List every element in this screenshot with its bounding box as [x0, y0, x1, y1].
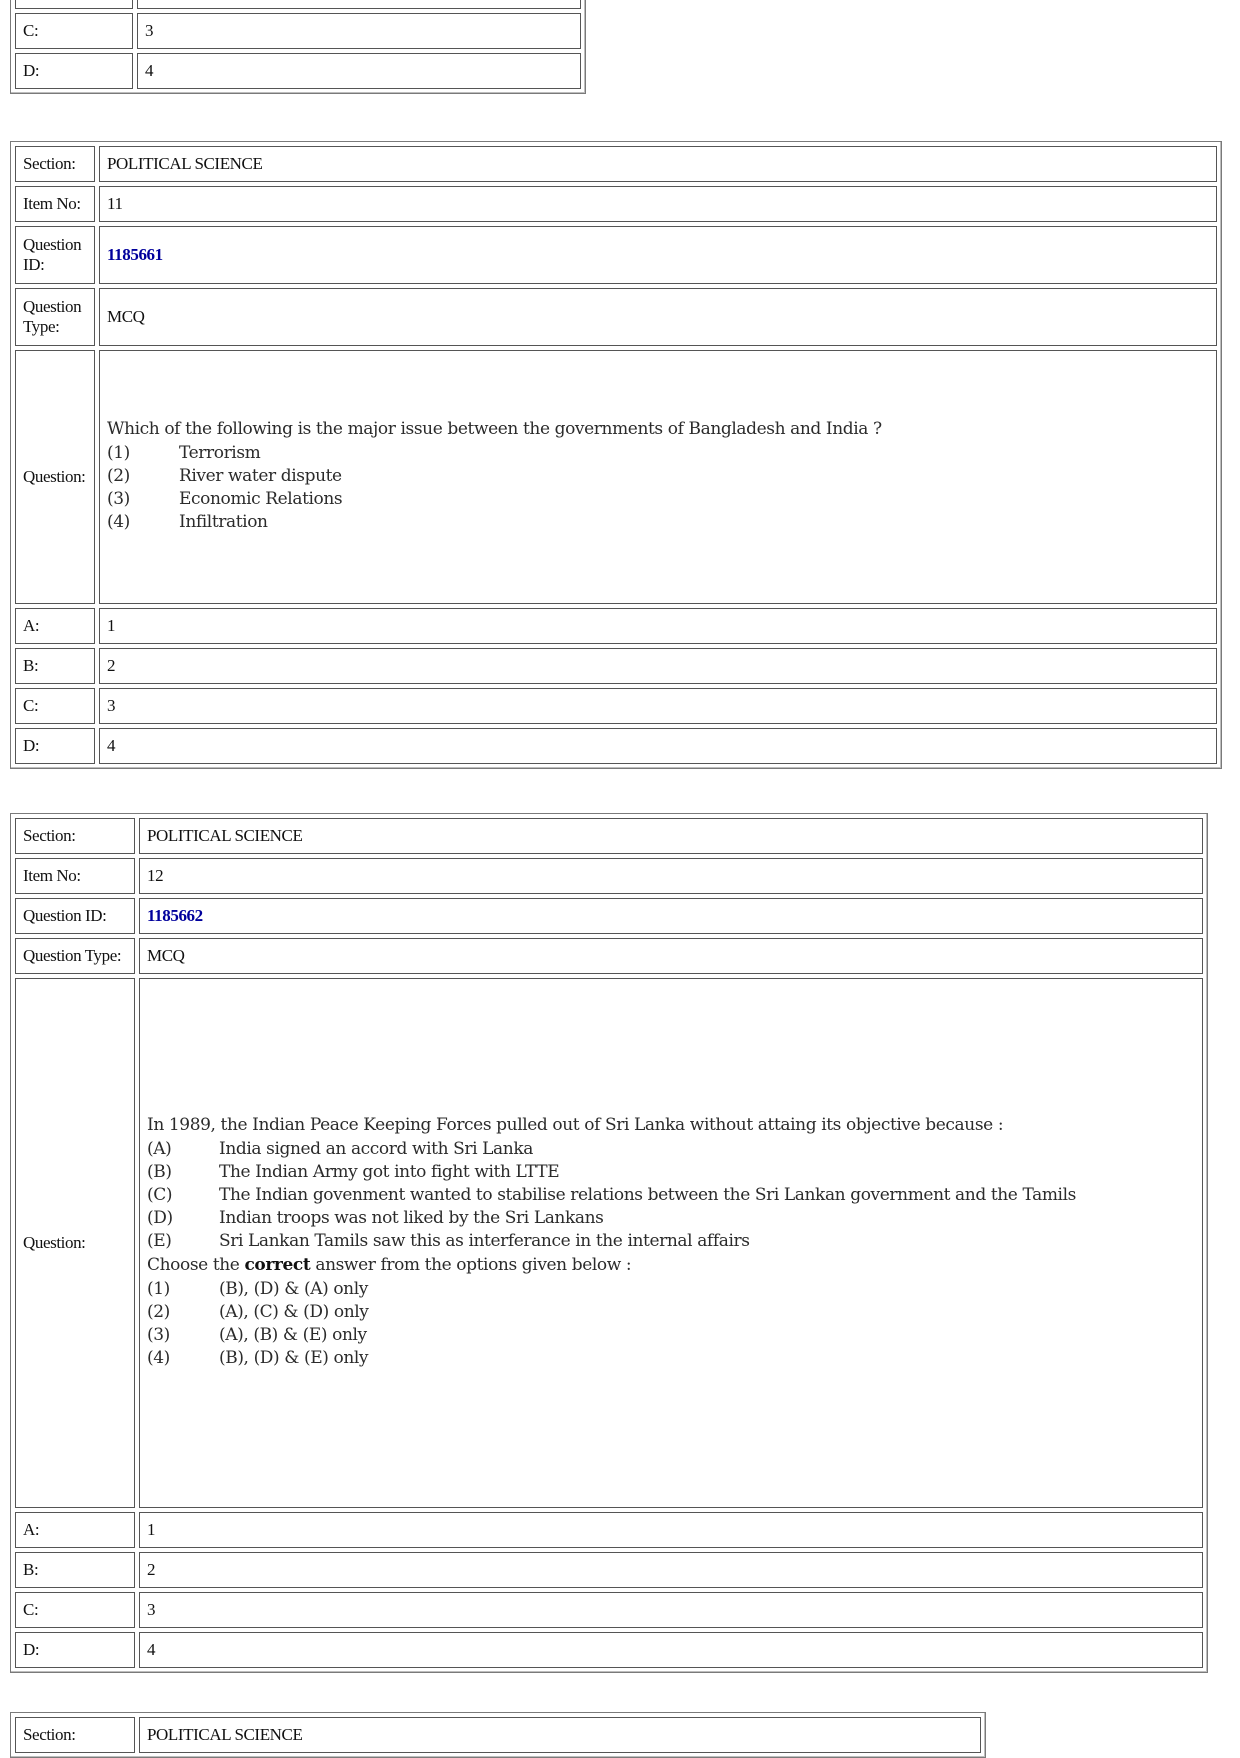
section-label: Section:	[15, 818, 135, 854]
statement	[147, 1208, 1195, 1228]
option-text: (A), (C) & (D) only	[219, 1302, 369, 1322]
answer-option	[107, 466, 1209, 486]
option-text: (B), (D) & (A) only	[219, 1279, 368, 1299]
item-no-value: 11	[99, 186, 1217, 222]
statement-text: India signed an accord with Sri Lanka	[219, 1139, 533, 1159]
section-value: POLITICAL SCIENCE	[139, 818, 1203, 854]
option-value-a: 1	[139, 1512, 1203, 1548]
section-value: POLITICAL SCIENCE	[99, 146, 1217, 182]
option-label-d: D:	[15, 1632, 135, 1668]
option-label-a: A:	[15, 608, 95, 644]
option-value-a: 1	[99, 608, 1217, 644]
statement-letter: (D)	[147, 1208, 173, 1228]
section-label: Section:	[15, 1717, 135, 1753]
question-id-row	[15, 226, 1217, 284]
option-number: (1)	[147, 1279, 170, 1299]
question-type-value: MCQ	[99, 288, 1217, 346]
option-label-a: A:	[15, 1512, 135, 1548]
item-no-row	[15, 186, 1217, 222]
question-id-value: 1185661	[99, 226, 1217, 284]
statement	[147, 1185, 1195, 1205]
option-number: (4)	[147, 1348, 170, 1368]
option-row-b	[15, 1552, 1203, 1588]
option-number: (2)	[107, 466, 130, 486]
statement-letter: (A)	[147, 1139, 172, 1159]
question-type-row	[15, 288, 1217, 346]
item-no-label: Item No:	[15, 858, 135, 894]
question-table-13	[10, 1712, 986, 1758]
option-row-c	[15, 13, 581, 49]
question-stem: Which of the following is the major issue between the governments of Bangladesh and India ?	[107, 419, 882, 439]
statement-text: Indian troops was not liked by the Sri Lankans	[219, 1208, 604, 1228]
question-id-value: 1185662	[139, 898, 1203, 934]
question-body	[139, 978, 1203, 1508]
answer-option	[147, 1325, 1195, 1345]
option-number: (1)	[107, 443, 130, 463]
question-row	[15, 978, 1203, 1508]
section-value: POLITICAL SCIENCE	[139, 1717, 981, 1753]
instruction-bold: correct	[244, 1255, 311, 1275]
option-text: (A), (B) & (E) only	[219, 1325, 367, 1345]
question-id-label: Question ID:	[15, 226, 95, 284]
question-type-label: Question Type:	[15, 938, 135, 974]
option-label-c: C:	[15, 13, 133, 49]
option-text: (B), (D) & (E) only	[219, 1348, 369, 1368]
option-value-c: 3	[99, 688, 1217, 724]
option-label-d: D:	[15, 728, 95, 764]
statement-text: The Indian govenment wanted to stabilise relations between the Sri Lankan government and the Tamils	[219, 1185, 1076, 1205]
item-no-label: Item No:	[15, 186, 95, 222]
statement-letter: (B)	[147, 1162, 172, 1182]
option-value-b: 2	[139, 1552, 1203, 1588]
option-row-c	[15, 1592, 1203, 1628]
answer-option	[147, 1279, 1195, 1299]
option-row-b	[15, 0, 581, 9]
option-value-b: 2	[99, 648, 1217, 684]
question-body	[99, 350, 1217, 604]
option-text: Economic Relations	[179, 489, 343, 509]
option-row-c	[15, 688, 1217, 724]
instruction	[147, 1255, 1195, 1275]
option-number: (4)	[107, 512, 130, 532]
section-row	[15, 146, 1217, 182]
section-row	[15, 1717, 981, 1753]
option-row-d	[15, 53, 581, 89]
section-row	[15, 818, 1203, 854]
answer-option	[107, 443, 1209, 463]
question-label: Question:	[15, 350, 95, 604]
instruction-post: answer from the options given below :	[315, 1255, 632, 1275]
question-type-row	[15, 938, 1203, 974]
question-type-label: Question Type:	[15, 288, 95, 346]
answer-option	[107, 489, 1209, 509]
option-label-d: D:	[15, 53, 133, 89]
question-label: Question:	[15, 978, 135, 1508]
question-table-prev	[10, 0, 586, 94]
option-number: (3)	[107, 489, 130, 509]
statement-letter: (E)	[147, 1231, 172, 1251]
instruction-pre: Choose the	[147, 1255, 240, 1275]
statement-text: The Indian Army got into fight with LTTE	[219, 1162, 560, 1182]
option-value-c: 3	[139, 1592, 1203, 1628]
item-no-value: 12	[139, 858, 1203, 894]
statement	[147, 1139, 1195, 1159]
option-label-b	[15, 0, 133, 9]
question-row	[15, 350, 1217, 604]
option-row-d	[15, 728, 1217, 764]
option-text: Terrorism	[179, 443, 261, 463]
option-row-d	[15, 1632, 1203, 1668]
option-label-b: B:	[15, 648, 95, 684]
section-label: Section:	[15, 146, 95, 182]
option-value-d: 4	[139, 1632, 1203, 1668]
question-stem: In 1989, the Indian Peace Keeping Forces pulled out of Sri Lanka without attaing its objective because :	[147, 1115, 1004, 1135]
statement	[147, 1231, 1195, 1251]
option-text: Infiltration	[179, 512, 268, 532]
question-table-12	[10, 813, 1208, 1673]
option-label-c: C:	[15, 1592, 135, 1628]
option-number: (2)	[147, 1302, 170, 1322]
question-id-label: Question ID:	[15, 898, 135, 934]
question-table-11	[10, 141, 1222, 769]
item-no-row	[15, 858, 1203, 894]
statement	[147, 1162, 1195, 1182]
option-value-c: 3	[137, 13, 581, 49]
option-row-a	[15, 608, 1217, 644]
option-value-b	[137, 0, 581, 9]
option-row-b	[15, 648, 1217, 684]
option-value-d: 4	[99, 728, 1217, 764]
statement-letter: (C)	[147, 1185, 173, 1205]
option-label-b: B:	[15, 1552, 135, 1588]
option-label-c: C:	[15, 688, 95, 724]
question-type-value: MCQ	[139, 938, 1203, 974]
question-id-row	[15, 898, 1203, 934]
answer-option	[147, 1302, 1195, 1322]
option-number: (3)	[147, 1325, 170, 1345]
answer-option	[107, 512, 1209, 532]
option-value-d: 4	[137, 53, 581, 89]
statement-text: Sri Lankan Tamils saw this as interferance in the internal affairs	[219, 1231, 750, 1251]
option-text: River water dispute	[179, 466, 342, 486]
answer-option	[147, 1348, 1195, 1368]
option-row-a	[15, 1512, 1203, 1548]
